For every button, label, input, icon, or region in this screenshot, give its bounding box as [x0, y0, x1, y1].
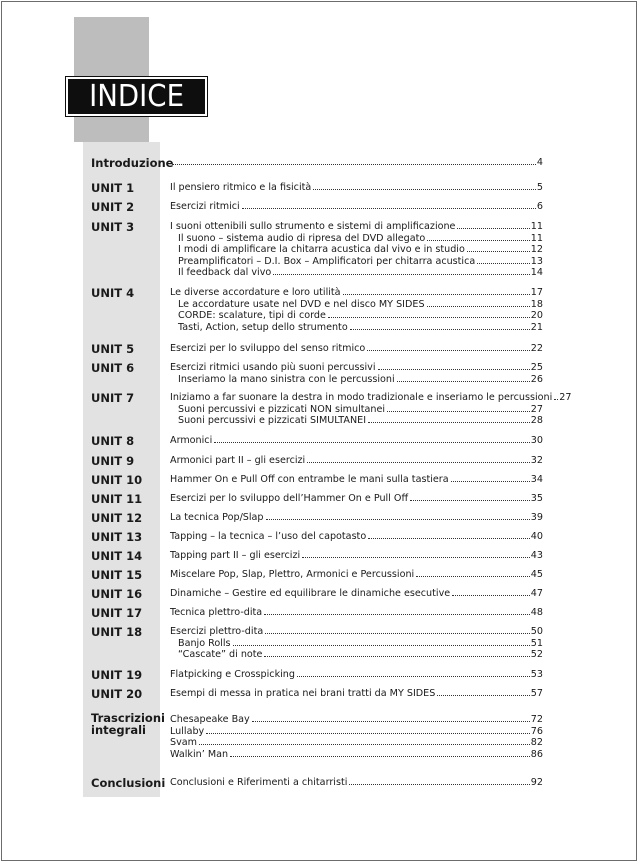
page-number: 21: [530, 321, 543, 333]
dot-leader: [264, 613, 530, 615]
dot-leader: [350, 328, 530, 330]
dot-leader: [313, 188, 536, 190]
toc-entry[interactable]: [170, 687, 543, 701]
dot-leader: [307, 461, 530, 463]
entry-title: Tasti, Action, setup dello strumento: [178, 321, 348, 333]
section-label: UNIT 7: [91, 391, 135, 405]
entry-title: Il pensiero ritmico e la fisicità: [170, 182, 312, 193]
entry-title: Banjo Rolls: [178, 637, 231, 649]
toc-entry-row: [0, 606, 640, 620]
page-number: 50: [530, 626, 543, 637]
entry-title: Esercizi ritmici: [170, 201, 240, 212]
toc-entry-row: [0, 473, 640, 487]
dot-leader: [349, 783, 529, 785]
entry-title: Armonici: [170, 435, 213, 446]
entry-title: I suoni ottenibili sullo strumento e sistemi di amplificazione: [170, 221, 456, 232]
entry-title: Suoni percussivi e pizzicati SIMULTANEI: [178, 415, 367, 427]
toc-entry-row: [0, 587, 640, 601]
section-label: UNIT 1: [91, 181, 135, 195]
dot-leader: [230, 755, 530, 757]
dot-leader: [437, 694, 529, 696]
dot-leader: [252, 720, 530, 722]
section-label: UNIT 16: [91, 587, 143, 601]
toc-entry[interactable]: [170, 606, 543, 620]
entry-title: Le diverse accordature e loro utilità: [170, 287, 341, 298]
section-label: UNIT 9: [91, 454, 135, 468]
section-label: UNIT 2: [91, 200, 135, 214]
dot-leader: [368, 421, 530, 423]
toc-entry[interactable]: [170, 748, 543, 762]
page-number: 43: [530, 550, 543, 561]
toc-entry[interactable]: [178, 373, 543, 387]
page-number: 17: [530, 287, 543, 298]
toc-entry-row: [0, 687, 640, 701]
section-label: UNIT 20: [91, 687, 143, 701]
entry-title: Svam: [170, 737, 197, 749]
section-label: UNIT 19: [91, 668, 143, 682]
page-number: 57: [530, 688, 543, 699]
entry-title: Miscelare Pop, Slap, Plettro, Armonici e Percussioni: [170, 569, 415, 580]
dot-leader: [328, 316, 530, 318]
toc-entry[interactable]: [170, 181, 543, 195]
section-label: UNIT 4: [91, 286, 135, 300]
toc-entry-row: [0, 748, 640, 762]
page-number: 51: [530, 637, 543, 649]
entry-title: “Cascate” di note: [178, 649, 263, 661]
toc-entry[interactable]: [170, 511, 543, 525]
dot-leader: [457, 227, 529, 229]
entry-title: Esercizi ritmici usando più suoni percussivi: [170, 362, 376, 373]
section-label: Conclusioni: [91, 776, 166, 790]
section-label: UNIT 3: [91, 220, 135, 234]
toc-entry-row: [0, 414, 640, 428]
page-number: 76: [530, 725, 543, 737]
page-number: 4: [536, 157, 543, 168]
page-number: 52: [530, 649, 543, 661]
section-label: UNIT 10: [91, 473, 143, 487]
toc-entry-row: [0, 321, 640, 335]
section-label: UNIT 13: [91, 530, 143, 544]
page-number: 47: [530, 588, 543, 599]
section-label: UNIT 15: [91, 568, 143, 582]
entry-title: I modi di amplificare la chitarra acustica dal vivo e in studio: [178, 244, 465, 256]
dot-leader: [416, 575, 530, 577]
dot-leader: [397, 380, 530, 382]
toc-entry-row: [0, 156, 640, 170]
dot-leader: [199, 743, 530, 745]
entry-title: CORDE: scalature, tipi di corde: [178, 310, 326, 322]
page-number: 13: [530, 255, 543, 267]
toc-entry-row: [0, 511, 640, 525]
page-number: 92: [530, 777, 543, 788]
dot-leader: [368, 537, 530, 539]
index-title-box: [66, 77, 207, 116]
page-number: 20: [530, 310, 543, 322]
page-number: 34: [530, 474, 543, 485]
dot-leader: [554, 398, 558, 400]
entry-title: Hammer On e Pull Off con entrambe le mani sulla tastiera: [170, 474, 449, 485]
toc-entry[interactable]: [170, 342, 543, 356]
entry-title: Le accordature usate nel DVD e nel disco MY SIDES: [178, 298, 425, 310]
dot-leader: [387, 410, 530, 412]
dot-leader: [427, 239, 530, 241]
toc-entry-row: [0, 492, 640, 506]
section-label: UNIT 8: [91, 434, 135, 448]
page-number: 5: [536, 182, 543, 193]
page-title: INDICE: [89, 78, 184, 114]
toc-entry[interactable]: [178, 321, 543, 335]
dot-leader: [477, 262, 530, 264]
toc-entry[interactable]: [178, 266, 543, 280]
entry-title: Conclusioni e Riferimenti a chitarristi: [170, 777, 348, 788]
page-number: 27: [559, 392, 572, 403]
page-number: 18: [530, 298, 543, 310]
entry-title: Flatpicking e Crosspicking: [170, 669, 295, 680]
page-number: 22: [530, 343, 543, 354]
section-label: UNIT 18: [91, 625, 143, 639]
page-number: 48: [530, 607, 543, 618]
page-number: 86: [530, 748, 543, 760]
dot-leader: [451, 480, 530, 482]
entry-title: Lullaby: [170, 725, 205, 737]
toc-entry-row: [0, 454, 640, 468]
toc-entry[interactable]: [170, 549, 543, 563]
toc-entry[interactable]: [170, 434, 543, 448]
dot-leader: [467, 250, 530, 252]
toc-entry-row: [0, 200, 640, 214]
entry-title: La tecnica Pop/Slap: [170, 512, 264, 523]
section-label: UNIT 6: [91, 361, 135, 375]
section-label: UNIT 5: [91, 342, 135, 356]
toc-entry[interactable]: [170, 156, 543, 170]
entry-title: Iniziamo a far suonare la destra in modo tradizionale e inseriamo le percussioni: [170, 392, 553, 403]
toc-entry[interactable]: [170, 668, 543, 682]
toc-entry-row: [0, 549, 640, 563]
entry-title: Il feedback dal vivo: [178, 267, 272, 279]
dot-leader: [427, 305, 530, 307]
toc-entry[interactable]: [178, 414, 543, 428]
page-number: 53: [530, 669, 543, 680]
page-number: 32: [530, 455, 543, 466]
dot-leader: [265, 632, 530, 634]
entry-title: Esercizi per lo sviluppo del senso ritmico: [170, 343, 366, 354]
entry-title: Inseriamo la mano sinistra con le percussioni: [178, 373, 395, 385]
page-number: 26: [530, 373, 543, 385]
page-number: 82: [530, 737, 543, 749]
entry-title: Walkin’ Man: [170, 748, 229, 760]
dot-leader: [273, 273, 530, 275]
page-number: 40: [530, 531, 543, 542]
dot-leader: [297, 675, 530, 677]
dot-leader: [452, 594, 530, 596]
toc-entry-row: [0, 266, 640, 280]
toc-entry-row: [0, 776, 640, 790]
toc-entry[interactable]: [170, 473, 543, 487]
entry-title: Esercizi plettro-dita: [170, 626, 264, 637]
toc-entry-row: [0, 342, 640, 356]
dot-leader: [264, 655, 529, 657]
page-number: 25: [530, 362, 543, 373]
toc-entry-row: [0, 181, 640, 195]
section-label: UNIT 11: [91, 492, 143, 506]
page-number: 12: [530, 244, 543, 256]
entry-title: Chesapeake Bay: [170, 714, 250, 725]
page-number: 14: [530, 267, 543, 279]
page-number: 45: [530, 569, 543, 580]
entry-title: Tapping – la tecnica – l’uso del capotasto: [170, 531, 367, 542]
toc-entry[interactable]: [170, 568, 543, 582]
toc-entry[interactable]: [170, 587, 543, 601]
dot-leader: [242, 207, 536, 209]
dot-leader: [378, 368, 530, 370]
entry-title: Tapping part II – gli esercizi: [170, 550, 301, 561]
toc-entry[interactable]: [170, 776, 543, 790]
section-label: UNIT 17: [91, 606, 143, 620]
dot-leader: [172, 163, 536, 165]
section-label: UNIT 12: [91, 511, 143, 525]
dot-leader: [410, 499, 530, 501]
page-number: 39: [530, 512, 543, 523]
page-number: 28: [530, 415, 543, 427]
entry-title: Preamplificatori – D.I. Box – Amplificatori per chitarra acustica: [178, 255, 476, 267]
toc-entry-row: [0, 648, 640, 662]
entry-title: Esempi di messa in pratica nei brani tratti da MY SIDES: [170, 688, 436, 699]
entry-title: Esercizi per lo sviluppo dell’Hammer On e Pull Off: [170, 493, 409, 504]
toc-entry[interactable]: [170, 492, 543, 506]
dot-leader: [233, 644, 530, 646]
section-label: UNIT 14: [91, 549, 143, 563]
toc-entry-row: [0, 434, 640, 448]
dot-leader: [367, 349, 530, 351]
dot-leader: [266, 518, 530, 520]
toc-entry[interactable]: [170, 454, 543, 468]
toc-entry-row: [0, 568, 640, 582]
entry-title: Il suono – sistema audio di ripresa del DVD allegato: [178, 232, 426, 244]
section-label: Introduzione: [91, 156, 174, 170]
section-label: Trascrizioni integrali: [91, 711, 165, 737]
entry-title: Dinamiche – Gestire ed equilibrare le dinamiche esecutive: [170, 588, 451, 599]
dot-leader: [302, 556, 530, 558]
toc-entry-row: [0, 373, 640, 387]
toc-entry[interactable]: [170, 200, 543, 214]
page-number: 11: [530, 232, 543, 244]
page-number: 35: [530, 493, 543, 504]
toc-entry[interactable]: [178, 648, 543, 662]
entry-title: Suoni percussivi e pizzicati NON simultanei: [178, 403, 386, 415]
entry-title: Tecnica plettro-dita: [170, 607, 263, 618]
page-number: 72: [530, 714, 543, 725]
toc-entry-row: [0, 530, 640, 544]
page-number: 6: [536, 201, 543, 212]
page-number: 30: [530, 435, 543, 446]
toc-entry-row: [0, 668, 640, 682]
page-number: 27: [530, 403, 543, 415]
dot-leader: [206, 732, 530, 734]
toc-entry[interactable]: [170, 530, 543, 544]
dot-leader: [343, 293, 530, 295]
page-number: 11: [530, 221, 543, 232]
dot-leader: [214, 441, 530, 443]
entry-title: Armonici part II – gli esercizi: [170, 455, 306, 466]
